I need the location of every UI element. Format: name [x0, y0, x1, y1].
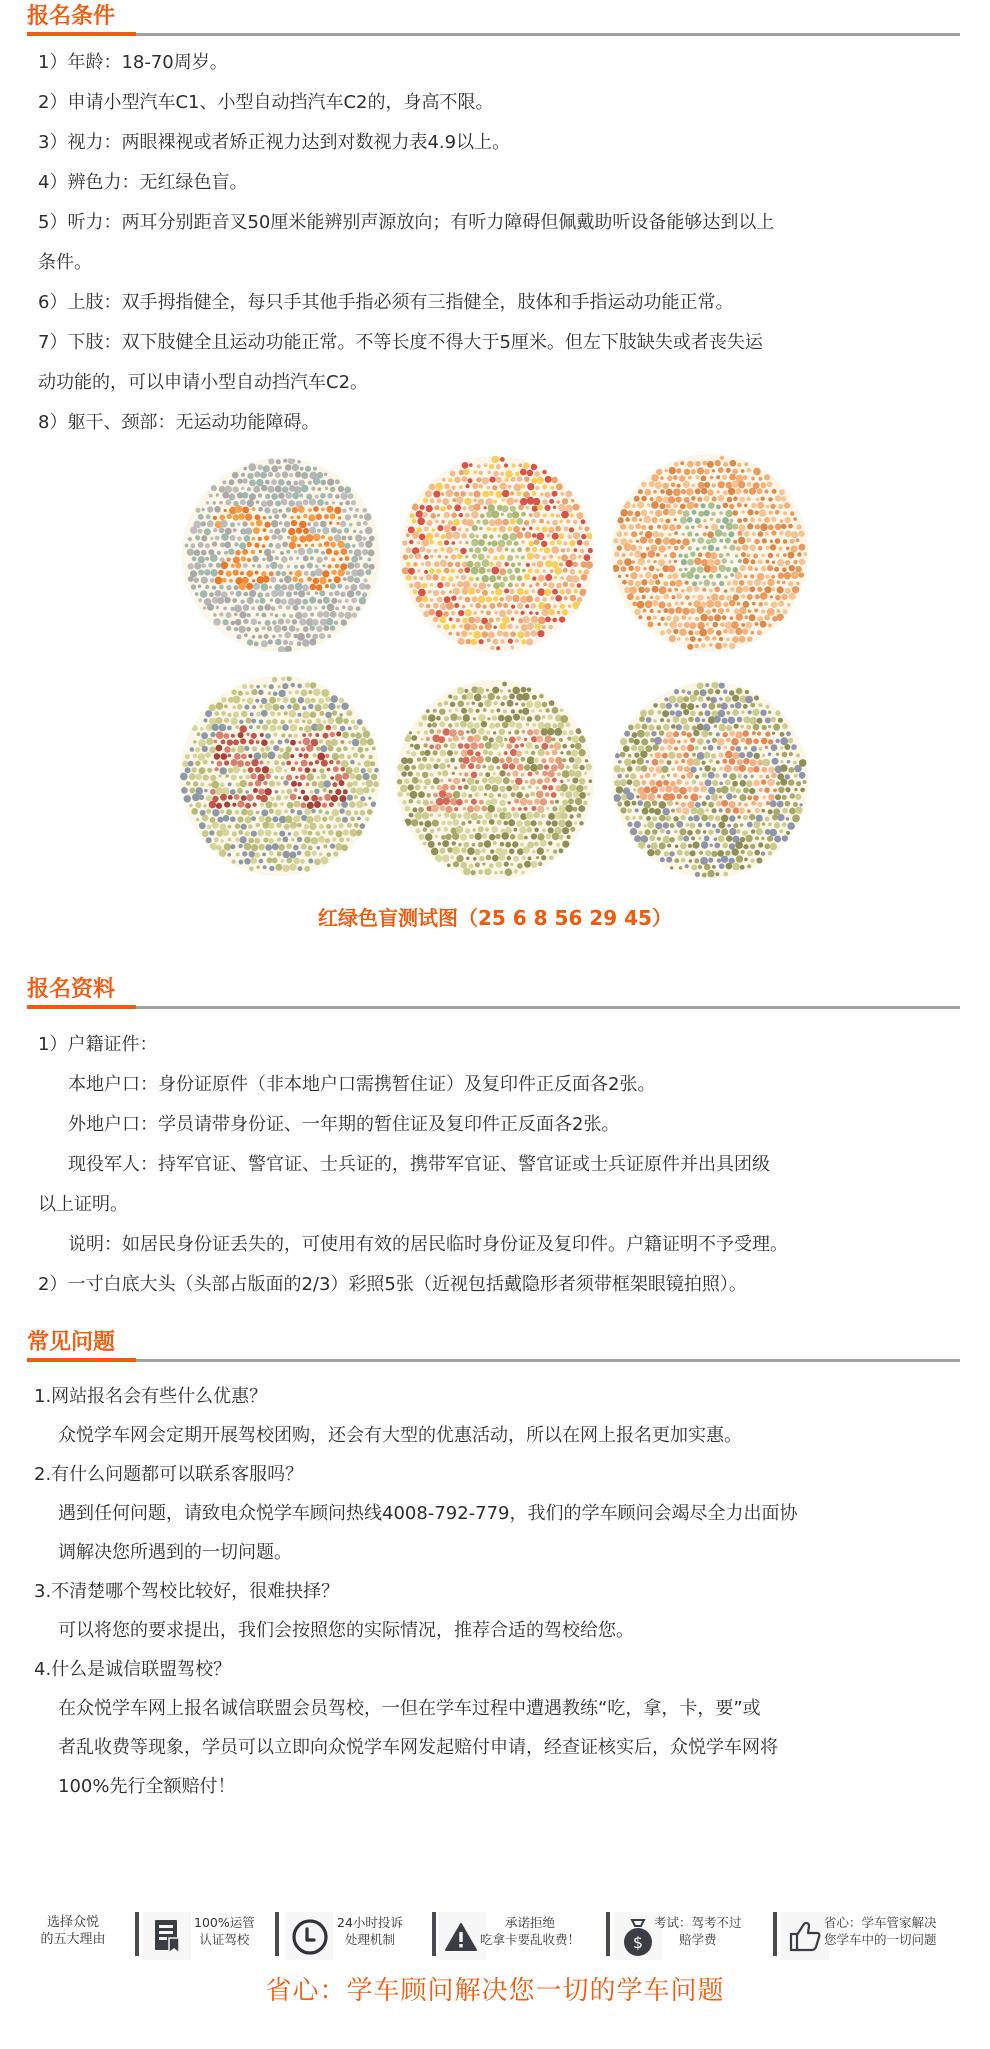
reason-line: 赔学费	[679, 1932, 717, 1947]
reason-line: 100%运管	[194, 1915, 255, 1930]
reason-text	[337, 1914, 403, 1948]
reason-text	[194, 1914, 255, 1948]
reason-line: 省心：学车管家解决	[824, 1915, 937, 1930]
warning-icon	[438, 1912, 486, 1960]
faq-answer: 遇到任何问题，请致电众悦学车顾问热线4008-792-779，我们的学车顾问会竭尽全力出面协	[58, 1503, 798, 1524]
header-rule-accent	[27, 1358, 136, 1362]
list-item-continued: 动功能的，可以申请小型自动挡汽车C2。	[38, 372, 369, 393]
ishihara-plate	[612, 682, 808, 878]
reason-line: 考试：驾考不过	[654, 1915, 742, 1930]
reason-line: 吃拿卡要乱收费！	[480, 1932, 581, 1947]
section-header-faq	[27, 1330, 960, 1364]
list-item-continued: 以上证明。	[38, 1194, 128, 1215]
header-rule-accent	[27, 32, 136, 36]
ishihara-plate	[396, 680, 594, 880]
header-rule	[27, 33, 960, 36]
divider	[135, 1912, 139, 1956]
thumbs-up-icon	[781, 1912, 829, 1960]
color-test-caption: 红绿色盲测试图（25 6 8 56 29 45）	[318, 906, 672, 930]
list-item: 7）下肢：双下肢健全且运动功能正常。不等长度不得大于5厘米。但左下肢缺失或者丧失运	[38, 332, 763, 353]
faq-answer: 100%先行全额赔付！	[58, 1776, 236, 1797]
faq-answer: 调解决您所遇到的一切问题。	[58, 1542, 292, 1563]
divider	[606, 1912, 610, 1956]
banner-intro	[28, 1914, 118, 1948]
divider	[275, 1912, 279, 1956]
faq-answer: 者乱收费等现象，学员可以立即向众悦学车网发起赔付申请，经查证核实后，众悦学车网将	[58, 1737, 778, 1758]
faq-answer: 可以将您的要求提出，我们会按照您的实际情况，推荐合适的驾校给您。	[58, 1620, 634, 1641]
list-item: 现役军人：持军官证、警官证、士兵证的，携带军官证、警官证或士兵证原件并出具团级	[68, 1154, 770, 1175]
banner-intro-line: 的五大理由	[40, 1932, 106, 1947]
list-item: 说明：如居民身份证丢失的，可使用有效的居民临时身份证及复印件。户籍证明不予受理。	[68, 1234, 788, 1255]
reason-line: 认证驾校	[199, 1932, 250, 1947]
list-item: 6）上肢：双手拇指健全，每只手其他手指必须有三指健全，肢体和手指运动功能正常。	[38, 292, 734, 313]
reason-line: 处理机制	[344, 1932, 395, 1947]
reason-text	[480, 1914, 580, 1948]
section-title: 报名资料	[27, 977, 116, 1002]
footer-slogan: 省心：学车顾问解决您一切的学车问题	[265, 1976, 725, 2006]
header-rule-accent	[27, 1005, 136, 1009]
divider	[432, 1912, 436, 1956]
list-item: 2）申请小型汽车C1、小型自动挡汽车C2的，身高不限。	[38, 92, 494, 113]
reason-line: 承诺拒绝	[505, 1915, 556, 1930]
list-item: 1）年龄：18-70周岁。	[38, 52, 228, 73]
clock-icon	[285, 1912, 333, 1960]
ishihara-plate	[182, 458, 380, 652]
list-item: 4）辨色力：无红绿色盲。	[38, 172, 248, 193]
header-rule	[27, 1359, 960, 1362]
list-item: 8）躯干、颈部：无运动功能障碍。	[38, 412, 320, 433]
reason-line: 24小时投诉	[337, 1915, 403, 1930]
section-header-documents	[27, 977, 960, 1011]
reason-text	[654, 1914, 742, 1948]
faq-question: 2.有什么问题都可以联系客服吗？	[34, 1464, 304, 1485]
list-item: 本地户口：身份证原件（非本地户口需携暂住证）及复印件正反面各2张。	[68, 1074, 656, 1095]
faq-answer: 在众悦学车网上报名诚信联盟会员驾校，一但在学车过程中遭遇教练“吃，拿，卡，要”或	[58, 1698, 761, 1719]
section-title: 常见问题	[27, 1330, 116, 1355]
list-item: 外地户口：学员请带身份证、一年期的暂住证及复印件正反面各2张。	[68, 1114, 620, 1135]
ishihara-plate	[612, 454, 808, 652]
svg-text:$: $	[632, 1933, 644, 1952]
list-item-continued: 条件。	[38, 252, 92, 273]
reason-line: 您学车中的一切问题	[824, 1932, 937, 1947]
section-header-requirements	[27, 4, 960, 38]
five-reasons-banner	[0, 1908, 990, 1960]
divider	[773, 1912, 777, 1956]
certificate-icon	[143, 1912, 191, 1960]
section-title: 报名条件	[27, 4, 116, 29]
list-item: 2）一寸白底大头（头部占版面的2/3）彩照5张（近视包括戴隐形者须带框架眼镜拍照）。	[38, 1274, 747, 1295]
list-item: 3）视力：两眼裸视或者矫正视力达到对数视力表4.9以上。	[38, 132, 511, 153]
ishihara-plate	[180, 676, 380, 876]
ishihara-plate	[400, 456, 594, 652]
list-item: 1）户籍证件：	[38, 1034, 158, 1055]
faq-question: 3.不清楚哪个驾校比较好，很难抉择？	[34, 1581, 340, 1602]
faq-answer: 众悦学车网会定期开展驾校团购，还会有大型的优惠活动，所以在网上报名更加实惠。	[58, 1425, 742, 1446]
list-item: 5）听力：两耳分别距音叉50厘米能辨别声源放向；有听力障碍但佩戴助听设备能够达到以上	[38, 212, 775, 233]
faq-question: 1.网站报名会有些什么优惠？	[34, 1386, 268, 1407]
faq-question: 4.什么是诚信联盟驾校？	[34, 1659, 232, 1680]
banner-intro-line: 选择众悦	[46, 1915, 99, 1930]
reason-text	[824, 1914, 937, 1948]
header-rule	[27, 1006, 960, 1009]
